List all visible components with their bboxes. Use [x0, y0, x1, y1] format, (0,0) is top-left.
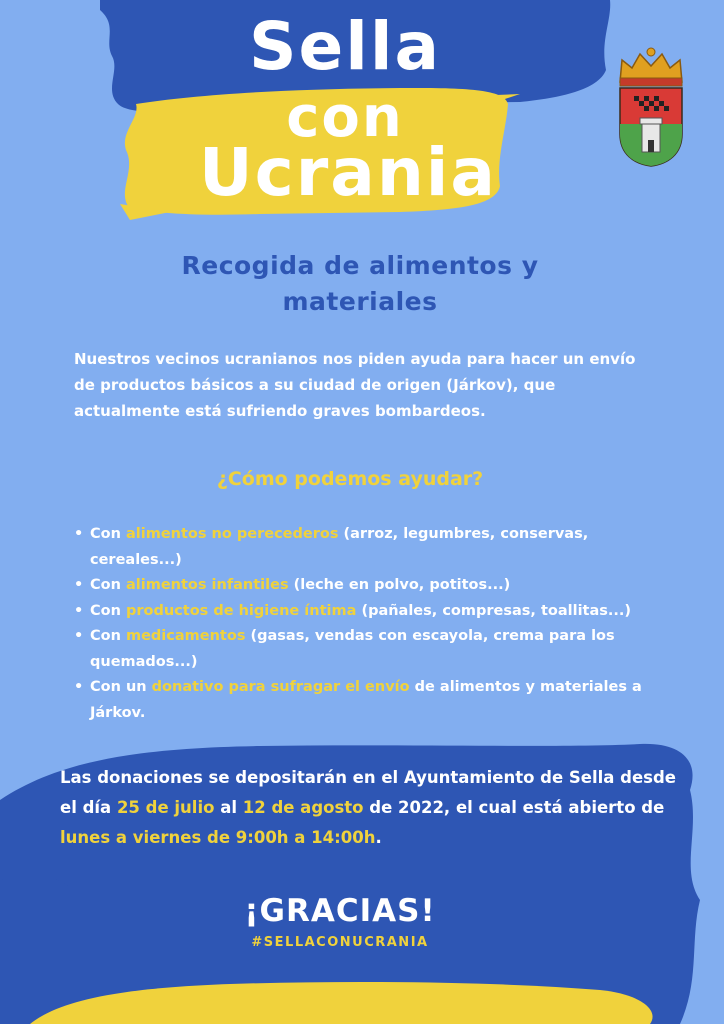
list-item-highlight: alimentos no perecederos — [125, 526, 339, 542]
list-item-prefix: Con — [90, 526, 126, 542]
list-item-highlight: medicamentos — [125, 628, 246, 644]
list-item-prefix: Con un — [90, 679, 152, 695]
list-item — [74, 599, 664, 625]
title-line-2: con — [286, 85, 404, 150]
list-item-prefix: Con — [90, 577, 126, 593]
thanks-heading: ¡GRACIAS! — [244, 893, 436, 929]
list-item-detail: (arroz, legumbres, conservas, cereales...) — [90, 526, 589, 568]
list-item-highlight: alimentos infantiles — [125, 577, 289, 593]
help-list — [74, 522, 664, 726]
list-item-prefix: Con — [90, 602, 126, 619]
list-item-detail: de alimentos y materiales a Járkov. — [90, 679, 642, 721]
opening-hours: lunes a viernes de 9:00h a 14:00h — [60, 828, 376, 847]
list-item — [74, 573, 664, 599]
intro-paragraph: Nuestros vecinos ucranianos nos piden ayuda para hacer un envío de productos básicos a su ciudad de origen (Járkov), que actualmente está sufriendo graves bombardeos. — [74, 350, 636, 420]
list-item-prefix: Con — [90, 628, 126, 644]
list-item — [74, 522, 664, 573]
subtitle: Recogida de alimentos y materiales — [181, 251, 539, 316]
hashtag: #SELLACONUCRANIA — [251, 935, 429, 950]
end-date: 12 de agosto — [242, 798, 364, 817]
donations-paragraph — [60, 763, 680, 853]
list-item-detail: (leche en polvo, potitos...) — [288, 577, 511, 593]
list-item-highlight: donativo para sufragar el envío — [151, 679, 410, 695]
donations-text: Las donaciones se depositarán en el Ayuntamiento de Sella desde el día — [60, 768, 676, 817]
donations-text: de 2022, el cual está abierto de — [363, 798, 665, 817]
list-item — [74, 624, 664, 675]
title-line-3: Ucrania — [199, 134, 497, 211]
start-date: 25 de julio — [116, 798, 215, 817]
donations-text: al — [214, 798, 243, 817]
list-item-highlight: productos de higiene íntima — [125, 602, 357, 619]
title-line-1: Sella — [248, 8, 442, 85]
sella-coat-of-arms-icon — [612, 38, 690, 168]
list-item-detail: (pañales, compresas, toallitas...) — [356, 602, 632, 619]
donations-text: . — [375, 828, 382, 847]
list-item — [74, 675, 664, 726]
how-to-help-heading: ¿Cómo podemos ayudar? — [216, 468, 484, 490]
list-item-detail: (gasas, vendas con escayola, crema para los quemados...) — [90, 628, 615, 670]
